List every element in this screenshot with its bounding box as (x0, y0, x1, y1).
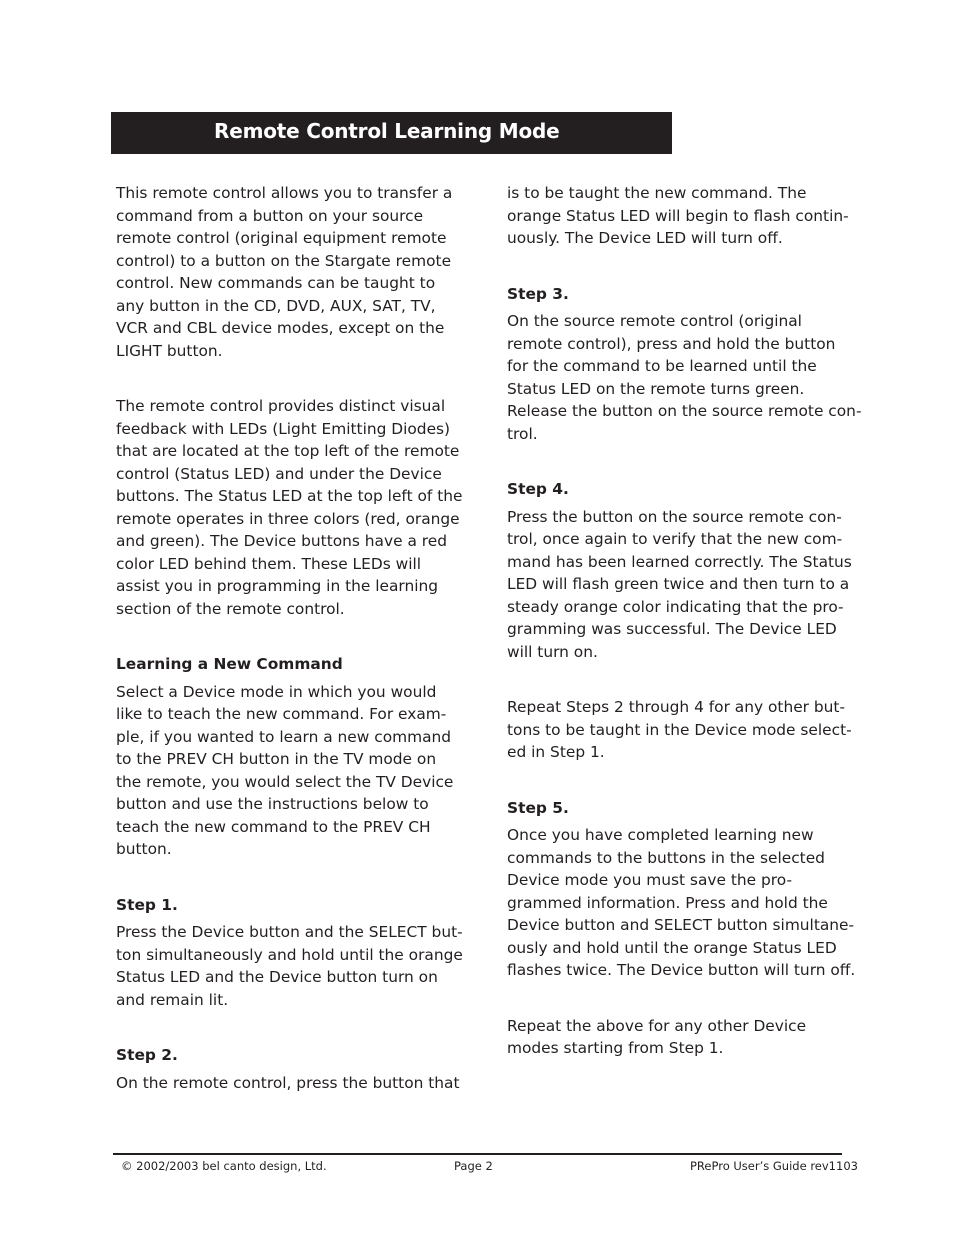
text-line: Once you have completed learning new (507, 826, 814, 844)
text-line: the remote, you would select the TV Device (116, 772, 454, 791)
text-line: section of the remote control. (116, 599, 345, 618)
text-line: Repeat Steps 2 through 4 for any other but- (507, 698, 845, 716)
text-line: color LED behind them. These LEDs will (116, 554, 422, 573)
text-line: control) to a button on the Stargate remote (116, 251, 452, 270)
learning-paragraph (116, 681, 456, 861)
text-line: tons to be taught in the Device mode select- (507, 720, 852, 739)
left-column (116, 182, 463, 1094)
text-line: LED will flash green twice and then turn to a (507, 575, 850, 593)
feedback-paragraph (116, 395, 463, 620)
text-line: grammed information. Press and hold the (507, 893, 828, 912)
text-line: assist you in programming in the learning (116, 577, 439, 595)
step2-heading: Step 2. (116, 1046, 178, 1064)
step4-heading: Step 4. (507, 480, 569, 498)
right-column (507, 182, 862, 1060)
text-line: Release the button on the source remote con- (507, 402, 862, 420)
text-line: gramming was successful. The Device LED (507, 620, 837, 638)
text-line: This remote control allows you to transfer a (116, 184, 453, 202)
step2-continued-paragraph (507, 182, 847, 250)
text-line: command from a button on your source (116, 206, 424, 225)
text-line: modes starting from Step 1. (507, 1039, 724, 1057)
text-line: like to teach the new command. For exam- (116, 705, 447, 723)
text-line: trol. (507, 424, 538, 443)
learning-heading: Learning a New Command (116, 655, 343, 673)
text-line: mand has been learned correctly. The Status (507, 552, 852, 571)
step3-heading: Step 3. (507, 284, 569, 303)
text-line: and remain lit. (116, 990, 229, 1009)
text-line: remote control (original equipment remote (116, 229, 447, 247)
text-line: teach the new command to the PREV CH (116, 817, 431, 836)
step5-paragraph (507, 824, 856, 982)
step4-paragraph (507, 506, 852, 664)
text-line: steady orange color indicating that the pro- (507, 597, 844, 616)
text-line: for the command to be learned until the (507, 357, 817, 375)
text-line: Device mode you must save the pro- (507, 871, 793, 889)
text-line: remote operates in three colors (red, orange (116, 509, 460, 528)
text-line: ton simultaneously and hold until the orange (116, 945, 463, 964)
text-line: On the source remote control (original (507, 312, 802, 330)
text-line: flashes twice. The Device button will turn off. (507, 961, 856, 979)
text-line: Press the Device button and the SELECT but- (116, 923, 463, 941)
text-line: Status LED and the Device button turn on (116, 968, 438, 986)
text-line: orange Status LED will begin to flash contin- (507, 206, 849, 225)
text-line: Device button and SELECT button simultane- (507, 916, 855, 934)
text-line: commands to the buttons in the selected (507, 848, 825, 867)
footer-copyright: © 2002/2003 bel canto design, Ltd. (121, 1159, 327, 1173)
step3-paragraph (507, 310, 862, 445)
text-line: Status LED on the remote turns green. (507, 379, 805, 398)
text-line: control (Status LED) and under the Device (116, 464, 442, 483)
text-line: On the remote control, press the button that (116, 1073, 460, 1092)
step5-heading: Step 5. (507, 798, 569, 817)
text-line: remote control), press and hold the button (507, 334, 836, 353)
footer-page-number: Page 2 (454, 1159, 493, 1173)
text-line: uously. The Device LED will turn off. (507, 229, 783, 247)
text-line: ously and hold until the orange Status LED (507, 938, 837, 957)
text-line: Select a Device mode in which you would (116, 682, 437, 701)
text-line: that are located at the top left of the remote (116, 442, 460, 460)
footer-guide-title: PRePro User’s Guide rev1103 (690, 1159, 858, 1173)
text-line: ple, if you wanted to learn a new command (116, 727, 452, 746)
text-line: control. New commands can be taught to (116, 274, 436, 292)
text-line: The remote control provides distinct visual (116, 397, 446, 415)
step2-paragraph (116, 1072, 460, 1095)
intro-paragraph (116, 182, 456, 362)
text-line: is to be taught the new command. The (507, 184, 807, 202)
text-line: will turn on. (507, 642, 598, 661)
text-line: ed in Step 1. (507, 743, 605, 761)
repeat-steps-paragraph (507, 696, 852, 764)
footer-divider (113, 1153, 842, 1155)
step1-paragraph (116, 921, 463, 1011)
text-line: buttons. The Status LED at the top left of the (116, 487, 463, 505)
text-line: button. (116, 840, 172, 858)
text-line: Press the button on the source remote con- (507, 507, 842, 526)
section-title-bar (111, 112, 672, 154)
text-line: button and use the instructions below to (116, 795, 429, 813)
text-line: LIGHT button. (116, 341, 223, 360)
step1-heading: Step 1. (116, 895, 178, 914)
repeat-above-paragraph (507, 1015, 847, 1060)
text-line: trol, once again to verify that the new com- (507, 530, 843, 548)
text-line: Repeat the above for any other Device (507, 1016, 807, 1035)
text-line: VCR and CBL device modes, except on the (116, 319, 445, 337)
page-title: Remote Control Learning Mode (214, 119, 560, 143)
text-line: feedback with LEDs (Light Emitting Diodes) (116, 419, 451, 438)
text-line: any button in the CD, DVD, AUX, SAT, TV, (116, 296, 436, 315)
text-line: to the PREV CH button in the TV mode on (116, 750, 437, 768)
text-line: and green). The Device buttons have a red (116, 532, 448, 550)
